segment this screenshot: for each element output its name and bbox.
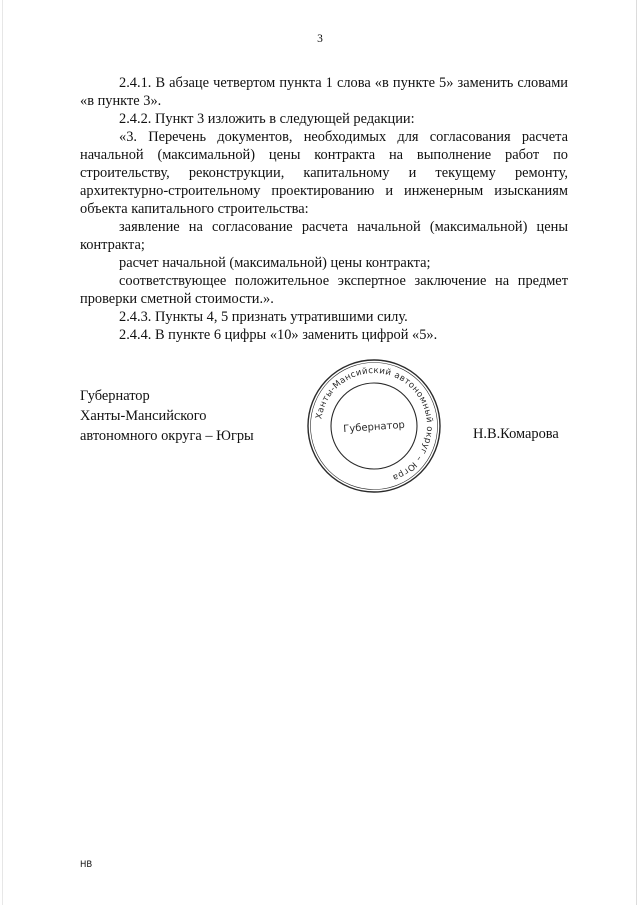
- paragraph-calculation: расчет начальной (максимальной) цены контракта;: [119, 255, 431, 271]
- paragraph-item-3-intro: «3. Перечень документов, необходимых для согласования расчета начальной (максимальной) цены контракта на выполнение работ по строительству, реконструкции, капитальному и текущему ремонту, архитектурно-строительному проектированию и инженерным изысканиям объекта капитального строительства:: [80, 129, 568, 217]
- paragraph-2-4-4: 2.4.4. В пункте 6 цифры «10» заменить цифрой «5».: [119, 327, 438, 343]
- paragraph-2-4-2: 2.4.2. Пункт 3 изложить в следующей редакции:: [119, 111, 415, 127]
- official-seal: [304, 356, 444, 496]
- seal-ring-text: Ханты-Мансийский автономный округ – Югра: [314, 365, 435, 483]
- paragraph-expert-conclusion: соответствующее положительное экспертное заключение на предмет проверки сметной стоимости.».: [80, 273, 568, 307]
- paragraph-application: заявление на согласование расчета начальной (максимальной) цены контракта;: [80, 219, 568, 253]
- page-number: 3: [317, 33, 323, 45]
- signatory-name: Н.В.Комарова: [473, 426, 559, 442]
- seal-center-text: Губернатор: [342, 419, 406, 436]
- paragraph-2-4-1: 2.4.1. В абзаце четвертом пункта 1 слова «в пункте 5» заменить словами «в пункте 3».: [80, 75, 568, 109]
- document-body: [80, 74, 568, 344]
- paragraph-2-4-3: 2.4.3. Пункты 4, 5 признать утратившими силу.: [119, 309, 408, 325]
- signatory-position: [80, 386, 254, 446]
- signatory-position-line: Губернатор: [80, 388, 150, 404]
- signatory-position-line: Ханты-Мансийского: [80, 408, 207, 424]
- signatory-position-line: автономного округа – Югры: [80, 428, 254, 444]
- footer-initials: НВ: [80, 860, 93, 870]
- scan-edge-right: [636, 0, 637, 905]
- scan-edge-left: [2, 0, 3, 905]
